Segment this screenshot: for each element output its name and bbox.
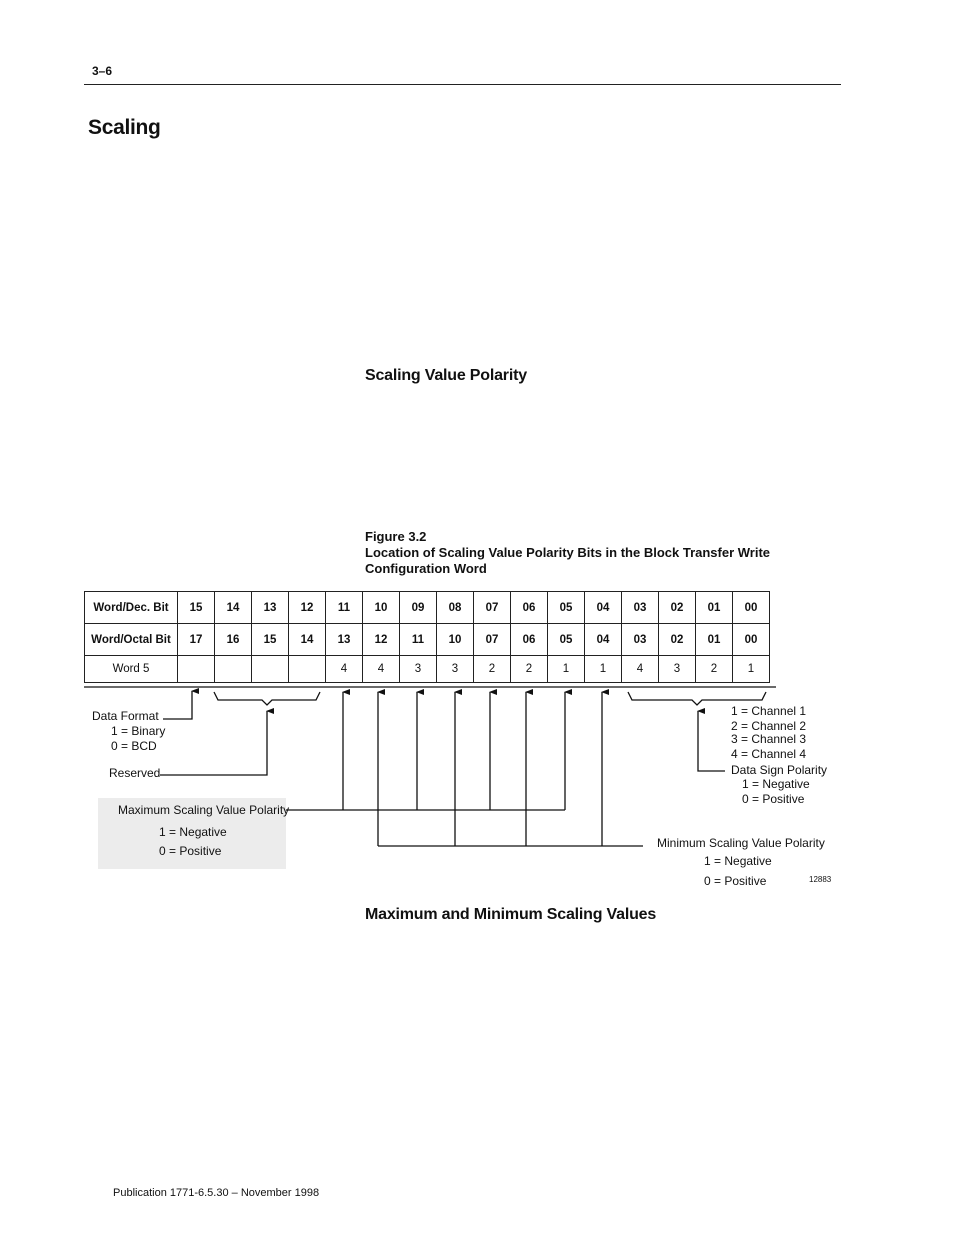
reserved-arrow [160, 711, 267, 775]
word5-cell: 1 [733, 656, 770, 683]
oct-bit-cell: 12 [363, 624, 400, 656]
oct-bit-cell: 15 [252, 624, 289, 656]
page-number: 3–6 [92, 64, 113, 78]
word5-cell: 3 [437, 656, 474, 683]
dec-bit-cell: 12 [289, 592, 326, 624]
section-title: Scaling [88, 116, 161, 139]
dec-bit-cell: 06 [511, 592, 548, 624]
dec-bit-cell: 09 [400, 592, 437, 624]
oct-bit-cell: 02 [659, 624, 696, 656]
figure-title-line2: Configuration Word [365, 561, 487, 576]
dec-bit-cell: 08 [437, 592, 474, 624]
word5-cell: 3 [659, 656, 696, 683]
channel-2-label: 2 = Channel 2 [731, 719, 807, 733]
dec-bit-cell: 14 [215, 592, 252, 624]
word5-cell: 4 [363, 656, 400, 683]
dec-bit-cell: 04 [585, 592, 622, 624]
oct-bit-cell: 13 [326, 624, 363, 656]
word5-cell: 4 [326, 656, 363, 683]
dec-bit-cell: 15 [178, 592, 215, 624]
data-sign-negative: 1 = Negative [742, 777, 810, 791]
channel-1-label: 1 = Channel 1 [731, 704, 807, 718]
oct-bit-cell: 00 [733, 624, 770, 656]
word5-cell: 3 [400, 656, 437, 683]
min-polarity-negative: 1 = Negative [704, 854, 772, 868]
data-sign-positive: 0 = Positive [742, 792, 805, 806]
subheading-max-min: Maximum and Minimum Scaling Values [365, 906, 657, 923]
word5-cell: 1 [548, 656, 585, 683]
oct-bit-header: Word/Octal Bit [85, 624, 178, 656]
dec-bit-header: Word/Dec. Bit [85, 592, 178, 624]
oct-bit-cell: 07 [474, 624, 511, 656]
data-format-label: Data Format [92, 709, 159, 723]
word5-cell: 1 [585, 656, 622, 683]
word5-cell: 2 [511, 656, 548, 683]
dec-bit-cell: 07 [474, 592, 511, 624]
dec-bit-cell: 03 [622, 592, 659, 624]
subheading-polarity: Scaling Value Polarity [365, 367, 527, 384]
max-polarity-negative: 1 = Negative [159, 825, 227, 839]
oct-bit-cell: 04 [585, 624, 622, 656]
oct-bit-cell: 01 [696, 624, 733, 656]
oct-bit-cell: 05 [548, 624, 585, 656]
figure-title-line1: Location of Scaling Value Polarity Bits in the Block Transfer Write [365, 545, 771, 560]
oct-bit-cell: 10 [437, 624, 474, 656]
dec-bit-cell: 10 [363, 592, 400, 624]
data-format-bcd: 0 = BCD [111, 739, 157, 753]
channel-3-label: 3 = Channel 3 [731, 732, 807, 746]
reserved-label: Reserved [109, 766, 161, 780]
word5-cell: 4 [622, 656, 659, 683]
oct-bit-cell: 06 [511, 624, 548, 656]
dec-bit-cell: 01 [696, 592, 733, 624]
channel-4-label: 4 = Channel 4 [731, 747, 807, 761]
dec-bit-cell: 02 [659, 592, 696, 624]
figure-number: Figure 3.2 [365, 529, 427, 544]
oct-bit-cell: 16 [215, 624, 252, 656]
data-format-arrow [163, 691, 192, 719]
dec-bit-cell: 05 [548, 592, 585, 624]
min-polarity-positive: 0 = Positive [704, 874, 767, 888]
oct-bit-cell: 11 [400, 624, 437, 656]
data-sign-polarity-label: Data Sign Polarity [731, 763, 828, 777]
dec-bit-cell: 00 [733, 592, 770, 624]
oct-bit-cell: 17 [178, 624, 215, 656]
min-polarity-label: Minimum Scaling Value Polarity [657, 836, 825, 850]
reserved-brace [214, 692, 320, 705]
word5-header: Word 5 [85, 656, 178, 683]
footer-publication: Publication 1771-6.5.30 – November 1998 [113, 1187, 320, 1199]
word5-cell: 2 [696, 656, 733, 683]
figure-id: 12883 [809, 875, 832, 884]
oct-bit-cell: 14 [289, 624, 326, 656]
oct-bit-cell: 03 [622, 624, 659, 656]
max-polarity-positive: 0 = Positive [159, 844, 222, 858]
sign-arrow [698, 711, 725, 771]
max-polarity-label: Maximum Scaling Value Polarity [118, 803, 290, 817]
dec-bit-cell: 13 [252, 592, 289, 624]
word5-cell: 2 [474, 656, 511, 683]
data-format-binary: 1 = Binary [111, 724, 166, 738]
dec-bit-cell: 11 [326, 592, 363, 624]
